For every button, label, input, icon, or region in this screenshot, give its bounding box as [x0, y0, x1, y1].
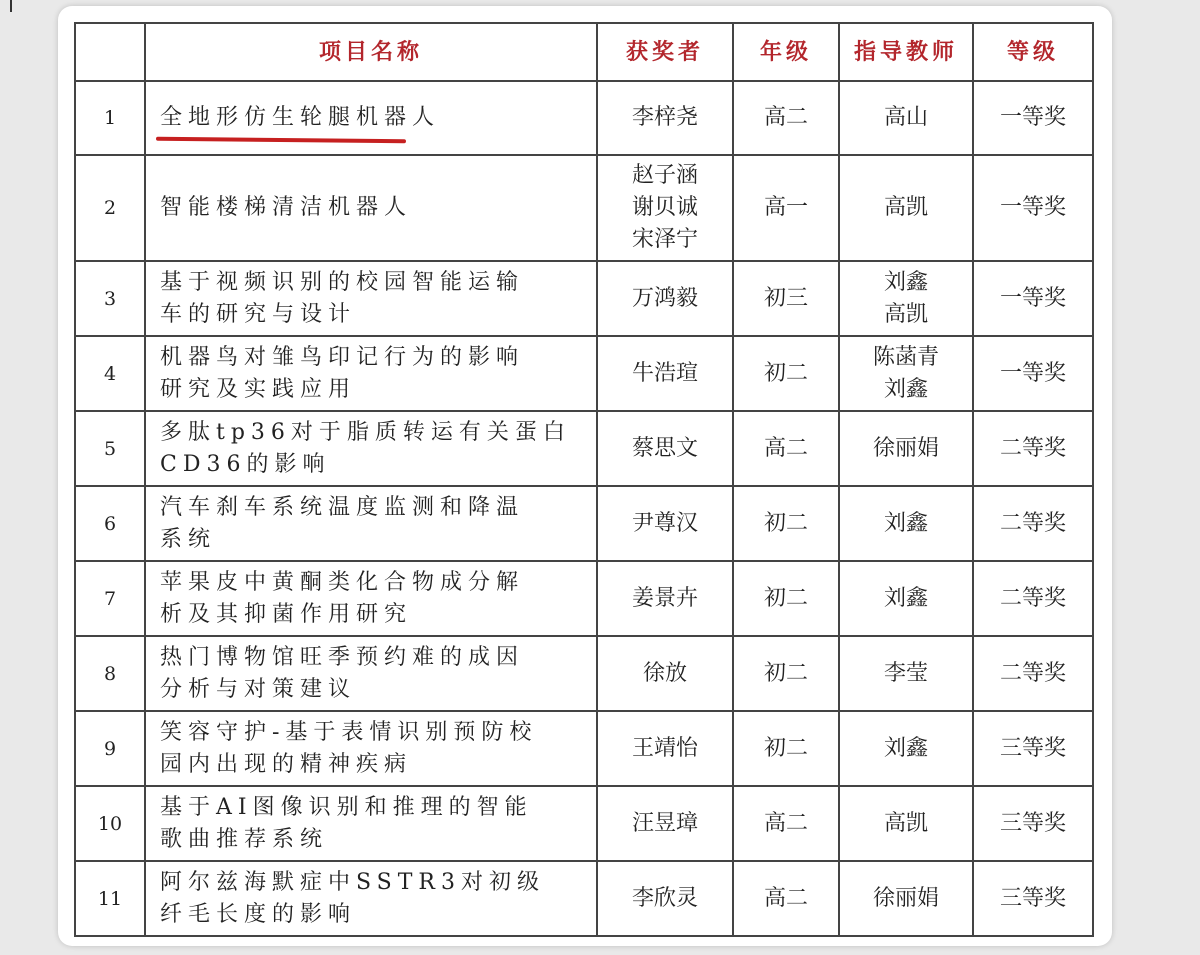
table-row — [75, 81, 1093, 155]
cell-project — [145, 636, 597, 711]
table-row — [75, 636, 1093, 711]
cell-no: 11 — [75, 861, 145, 936]
teacher-name: 高凯 — [883, 195, 928, 220]
header-grade: 年级 — [733, 23, 839, 81]
header-level: 等级 — [973, 23, 1093, 81]
cell-winner — [597, 336, 733, 411]
cell-winner — [597, 261, 733, 336]
cell-grade: 高二 — [733, 411, 839, 486]
cell-winner — [597, 786, 733, 861]
winner-name: 姜景卉 — [631, 585, 698, 611]
project-line: 析及其抑菌作用研究 — [160, 601, 413, 627]
table-row — [75, 261, 1093, 336]
cell-winner — [597, 155, 733, 261]
winner-name: 汪昱璋 — [631, 810, 698, 836]
cell-teacher — [839, 786, 973, 861]
project-line: 机器鸟对雏鸟印记行为的影响 — [160, 344, 525, 370]
cell-level: 二等奖 — [973, 561, 1093, 636]
project-line: 车的研究与设计 — [160, 301, 357, 327]
cell-teacher — [839, 81, 973, 155]
cell-winner — [597, 411, 733, 486]
winner-name: 牛浩瑄 — [631, 360, 698, 386]
teacher-name: 李莹 — [883, 660, 928, 686]
cell-no: 5 — [75, 411, 145, 486]
cell-grade: 初二 — [733, 336, 839, 411]
cell-grade: 初二 — [733, 711, 839, 786]
winner-name: 蔡思文 — [631, 435, 698, 461]
cell-grade: 初二 — [733, 561, 839, 636]
teacher-name: 徐丽娟 — [872, 885, 939, 911]
project-line: 全地形仿生轮腿机器人 — [160, 105, 441, 130]
cell-project — [145, 411, 597, 486]
project-line: 基于AI图像识别和推理的智能 — [160, 794, 533, 820]
project-line: 阿尔兹海默症中SSTR3对初级 — [160, 869, 545, 895]
corner-mark — [10, 0, 12, 12]
cell-no: 2 — [75, 155, 145, 261]
project-line: 基于视频识别的校园智能运输 — [160, 269, 525, 295]
cell-teacher — [839, 411, 973, 486]
cell-winner — [597, 636, 733, 711]
cell-project — [145, 786, 597, 861]
project-line: 苹果皮中黄酮类化合物成分解 — [160, 569, 525, 595]
table-row — [75, 411, 1093, 486]
cell-grade: 初三 — [733, 261, 839, 336]
teacher-name: 刘鑫 — [883, 510, 928, 536]
table-row — [75, 861, 1093, 936]
teacher-name: 高凯 — [883, 301, 928, 327]
cell-teacher — [839, 636, 973, 711]
cell-project — [145, 155, 597, 261]
awards-table — [74, 22, 1094, 937]
table-row — [75, 155, 1093, 261]
cell-level: 三等奖 — [973, 711, 1093, 786]
cell-winner — [597, 861, 733, 936]
cell-project — [145, 261, 597, 336]
project-line: 智能楼梯清洁机器人 — [160, 195, 413, 220]
teacher-name: 高山 — [883, 105, 928, 130]
cell-level: 一等奖 — [973, 81, 1093, 155]
teacher-name: 徐丽娟 — [872, 435, 939, 461]
cell-no: 1 — [75, 81, 145, 155]
project-line: 热门博物馆旺季预约难的成因 — [160, 644, 525, 670]
project-line: CD36的影响 — [160, 451, 331, 477]
cell-level: 二等奖 — [973, 636, 1093, 711]
cell-level: 三等奖 — [973, 861, 1093, 936]
cell-teacher — [839, 336, 973, 411]
table-row — [75, 786, 1093, 861]
header-winner: 获奖者 — [597, 23, 733, 81]
project-line: 汽车刹车系统温度监测和降温 — [160, 494, 525, 520]
cell-grade: 高一 — [733, 155, 839, 261]
table-row — [75, 561, 1093, 636]
winner-name: 尹尊汉 — [631, 510, 698, 536]
teacher-name: 刘鑫 — [883, 735, 928, 761]
cell-teacher — [839, 711, 973, 786]
winner-name: 王靖怡 — [631, 735, 698, 761]
cell-no: 4 — [75, 336, 145, 411]
header-project: 项目名称 — [145, 23, 597, 81]
teacher-name: 刘鑫 — [883, 269, 928, 295]
cell-project — [145, 561, 597, 636]
project-line: 歌曲推荐系统 — [160, 826, 329, 852]
cell-project — [145, 336, 597, 411]
cell-level: 二等奖 — [973, 411, 1093, 486]
winner-name: 徐放 — [642, 660, 687, 686]
cell-project — [145, 81, 597, 155]
cell-project — [145, 486, 597, 561]
cell-project — [145, 861, 597, 936]
winner-name: 赵子涵 — [631, 163, 698, 188]
header-no — [75, 23, 145, 81]
cell-grade: 初二 — [733, 486, 839, 561]
project-line: 研究及实践应用 — [160, 376, 357, 402]
cell-grade: 初二 — [733, 636, 839, 711]
cell-teacher — [839, 261, 973, 336]
winner-name: 万鸿毅 — [631, 285, 698, 311]
cell-level: 三等奖 — [973, 786, 1093, 861]
project-line: 分析与对策建议 — [160, 676, 357, 702]
winner-name: 宋泽宁 — [631, 227, 698, 252]
cell-teacher — [839, 155, 973, 261]
project-line: 园内出现的精神疾病 — [160, 751, 413, 777]
table-row — [75, 711, 1093, 786]
project-line: 纤毛长度的影响 — [160, 901, 357, 927]
cell-no: 9 — [75, 711, 145, 786]
table-row — [75, 486, 1093, 561]
winner-name: 谢贝诚 — [631, 195, 698, 220]
cell-level: 一等奖 — [973, 155, 1093, 261]
table-row — [75, 336, 1093, 411]
cell-grade: 高二 — [733, 861, 839, 936]
cell-winner — [597, 486, 733, 561]
project-line: 多肽tp36对于脂质转运有关蛋白 — [160, 419, 571, 445]
teacher-name: 刘鑫 — [883, 376, 928, 402]
cell-no: 7 — [75, 561, 145, 636]
cell-level: 一等奖 — [973, 336, 1093, 411]
cell-grade: 高二 — [733, 81, 839, 155]
project-line: 系统 — [160, 526, 217, 552]
winner-name: 李梓尧 — [631, 105, 698, 130]
cell-no: 3 — [75, 261, 145, 336]
header-row — [75, 23, 1093, 81]
cell-no: 10 — [75, 786, 145, 861]
teacher-name: 高凯 — [883, 810, 928, 836]
winner-name: 李欣灵 — [631, 885, 698, 911]
cell-grade: 高二 — [733, 786, 839, 861]
cell-winner — [597, 81, 733, 155]
cell-teacher — [839, 561, 973, 636]
cell-level: 一等奖 — [973, 261, 1093, 336]
cell-winner — [597, 711, 733, 786]
cell-level: 二等奖 — [973, 486, 1093, 561]
header-teacher: 指导教师 — [839, 23, 973, 81]
cell-winner — [597, 561, 733, 636]
cell-no: 6 — [75, 486, 145, 561]
project-line: 笑容守护-基于表情识别预防校 — [160, 719, 538, 745]
cell-no: 8 — [75, 636, 145, 711]
teacher-name: 刘鑫 — [883, 585, 928, 611]
cell-teacher — [839, 486, 973, 561]
teacher-name: 陈菡青 — [872, 344, 939, 370]
cell-project — [145, 711, 597, 786]
cell-teacher — [839, 861, 973, 936]
